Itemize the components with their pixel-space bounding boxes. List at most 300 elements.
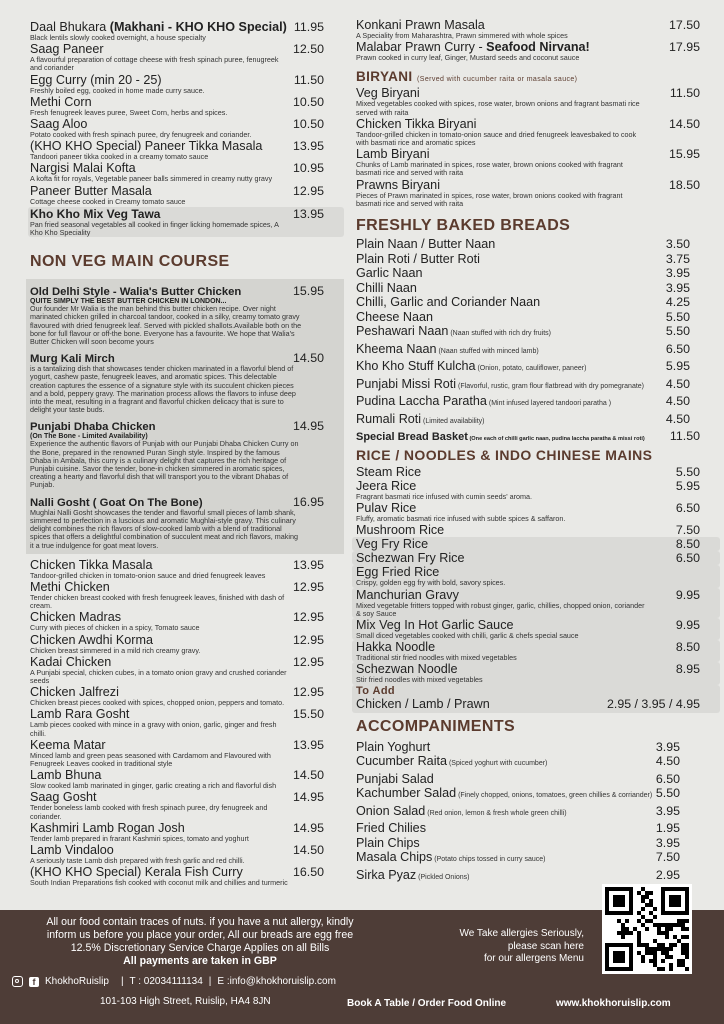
separator: | (208, 976, 212, 987)
qr-module (657, 931, 661, 935)
qr-module (657, 927, 661, 931)
menu-item-lamb-biryani[interactable] (356, 147, 720, 177)
section-title-rice: RICE / NOODLES & INDO CHINESE MAINS (356, 447, 653, 464)
veg-list (30, 20, 344, 206)
item-desc: Mixed vegetable fritters topped with robust ginger, garlic, chillies, chopped onion, coriander & soy Sauce (356, 600, 645, 618)
menu-item-saag-paneer[interactable] (30, 42, 344, 72)
menu-item-plain-naan-butter-naan[interactable] (356, 237, 720, 252)
menu-item-prawns-biryani[interactable] (356, 178, 720, 208)
menu-item-special-bread-basket[interactable] (356, 429, 720, 443)
item-price: 6.50 (675, 551, 700, 566)
qr-module (677, 923, 681, 927)
qr-module (645, 947, 649, 951)
item-desc: Crispy, golden egg fry with bold, savory spices. (356, 578, 506, 588)
qr-module (669, 967, 673, 971)
item-name: Veg Fry Rice (356, 537, 429, 552)
menu-item-punjabi-missi-roti[interactable] (356, 377, 720, 395)
menu-item-paneer-butter-masala[interactable] (30, 184, 344, 206)
item-name: Paneer Butter Masala (30, 183, 152, 198)
qr-module (665, 923, 669, 927)
qr-module (669, 927, 673, 931)
item-name: Kachumber Salad (356, 786, 457, 801)
qr-module (649, 947, 653, 951)
menu-item-steam-rice[interactable] (356, 465, 720, 479)
qr-module (649, 911, 653, 915)
menu-item-mix-veg-in-hot-garlic-sauce[interactable] (352, 618, 720, 640)
item-price: 5.95 (675, 479, 700, 494)
item-name: Methi Chicken (30, 579, 110, 594)
item-desc: Fresh fenugreek leaves puree, Sweet Corn, herbs and spices. (30, 107, 228, 117)
menu-item-kheema-naan[interactable] (356, 342, 720, 360)
item-desc: Fluffy, aromatic basmati rice infused with subtle spices & saffaron. (356, 514, 566, 524)
qr-module (641, 887, 645, 891)
item-price: 13.95 (292, 557, 324, 572)
qr-module (677, 963, 681, 967)
item-name: Mix Veg In Hot Garlic Sauce (356, 618, 514, 633)
item-name: Jeera Rice (356, 479, 417, 494)
menu-item-garlic-naan[interactable] (356, 266, 720, 281)
qr-module (681, 927, 685, 931)
menu-item-rumali-roti[interactable] (356, 412, 720, 430)
item-name: Chicken Tikka Masala (30, 557, 153, 572)
item-price: 9.95 (675, 618, 700, 633)
qr-module (621, 935, 625, 939)
qr-module (685, 919, 689, 923)
qr-module (649, 951, 653, 955)
item-desc: Stir fried noodles with mixed vegetables (356, 675, 483, 685)
menu-item-lamb-bhuna[interactable] (30, 768, 344, 790)
menu-item-nalli-gosht-goat-on-the-bone[interactable] (30, 495, 344, 550)
qr-module (649, 959, 653, 963)
item-desc: A Punjabi special, chicken cubes, in a tomato onion gravy and crushed coriander seeds (30, 667, 287, 685)
item-desc: Freshly boiled egg, cooked in home made curry sauce. (30, 85, 205, 95)
item-price: 11.50 (669, 429, 700, 444)
item-price: 8.50 (675, 537, 700, 552)
social-handle[interactable]: KhokhoRuislip (45, 976, 109, 987)
item-name: Kho Kho Stuff Kulcha (356, 359, 476, 374)
to-add-name: Chicken / Lamb / Prawn (356, 696, 490, 711)
item-name: Peshawari Naan (356, 324, 449, 339)
item-name: Rumali Roti (356, 411, 422, 426)
item-price: 16.95 (292, 494, 324, 509)
qr-module (649, 919, 653, 923)
item-name: Egg Fried Rice (356, 565, 440, 580)
item-name: Plain Chips (356, 835, 420, 850)
item-price: 15.95 (292, 284, 324, 299)
item-name: Masala Chips (356, 850, 433, 865)
item-name: Punjabi Salad (356, 771, 434, 786)
item-desc: South Indian Preparations fish cooked with coconut milk and chillies and turmeric (30, 878, 288, 888)
item-price: 11.50 (669, 86, 700, 101)
qr-module (617, 919, 621, 923)
item-desc: Tandoor-grilled chicken in tomato-onion sauce and dried fenugreek leaves (30, 570, 266, 580)
qr-module (645, 919, 649, 923)
item-name: Pulav Rice (356, 501, 417, 516)
qr-module (613, 895, 625, 907)
item-name: Plain Roti / Butter Roti (356, 251, 480, 266)
menu-item-kadai-chicken[interactable] (30, 655, 344, 685)
item-price: 5.50 (665, 309, 690, 324)
item-desc: Pieces of Prawn marinated in spices, rose water, brown onions cooked with fragrant basmati rice and served with raita (356, 190, 623, 208)
qr-module (681, 963, 685, 967)
item-name: Lamb Biryani (356, 147, 430, 162)
item-price: 4.50 (665, 394, 690, 409)
item-name: Chicken Awdhi Korma (30, 632, 153, 647)
qr-module (685, 955, 689, 959)
qr-module (613, 951, 625, 963)
item-price: 2.95 (655, 867, 680, 882)
item-name: Konkani Prawn Masala (356, 18, 485, 32)
menu-item-onion-salad[interactable] (356, 804, 720, 822)
to-add-price: 2.95 / 3.95 / 4.95 (606, 696, 700, 711)
qr-module (649, 903, 653, 907)
right-column (350, 0, 720, 885)
qr-module (653, 963, 657, 967)
qr-module (685, 967, 689, 971)
menu-item-mushroom-rice[interactable] (356, 523, 720, 537)
service-charge: 12.5% Discretionary Service Charge Applies on all Bills (70, 942, 330, 954)
menu-item-cheese-naan[interactable] (356, 310, 720, 325)
qr-module (649, 899, 653, 903)
menu-item-chicken-madras[interactable] (30, 610, 344, 632)
qr-module (681, 947, 685, 951)
qr-code-image (605, 887, 689, 971)
item-note: (Flavorful, rustic, gram flour flatbread with dry pomegranate) (456, 382, 644, 390)
item-name: Murg Kali Mirch (30, 353, 115, 366)
qr-module (621, 923, 625, 927)
item-desc: Our founder Mr Walia is the man behind this butter chicken recipe. Over night marinated chicken grilled in charcoal tandoor, cooked in a silky, creamy tomato gravy flavoured with dried fenugreek leaf. Served with pickled shallots.Available both on the bone for full flavour or off-the bone. Everyone has a favourite. We hope that Walia's Butter Chicken will soon become yours (30, 304, 302, 347)
book-table-link[interactable]: Book A Table / Order Food Online (347, 998, 507, 1009)
item-note: (Spiced yoghurt with cucumber) (447, 760, 548, 768)
item-price: 3.95 (655, 739, 680, 754)
menu-item-cucumber-raita[interactable] (356, 754, 720, 772)
menu-item-punjabi-dhaba-chicken[interactable] (30, 419, 344, 489)
qr-module (645, 927, 649, 931)
menu-item-plain-yoghurt[interactable] (356, 740, 720, 755)
item-note: (Onion, potato, cauliflower, paneer) (475, 365, 587, 373)
item-price: 6.50 (665, 341, 690, 356)
item-desc: Experience the authentic flavors of Punjab with our Punjabi Dhaba Chicken Curry on the Bone, prepared in the renowned Puran Singh style. Inspired by the famous Dhaba in Ambala, this curry is a culinary delight that captures the rich heritage of Punjabi cuisine. Savor the tender, bone-in chicken simmered in aromatic spices, creating a hearty and flavorful dish that will transport you to the vibrant Dhabas of Punjab. (30, 439, 299, 490)
item-name: Saag Gosht (30, 790, 97, 805)
item-price: 12.95 (292, 579, 324, 594)
item-price: 4.25 (665, 295, 690, 310)
item-note: (One each of chilli garlic naan, pudina laccha paratha & missi roti) (467, 436, 645, 443)
qr-module (621, 931, 625, 935)
item-price: 3.75 (665, 251, 690, 266)
allergens-line-3: for our allergens Menu (483, 953, 584, 964)
qr-module (685, 947, 689, 951)
item-price: 12.50 (292, 42, 324, 57)
menu-item-saag-aloo[interactable] (30, 117, 344, 139)
menu-item-schezwan-fry-rice[interactable] (352, 551, 720, 565)
section-biryani (356, 68, 720, 86)
qr-module (669, 943, 673, 947)
menu-item-kachumber-salad[interactable] (356, 786, 720, 804)
allergy-notice (20, 916, 380, 968)
item-desc: A kofta fit for royals, Vegetable paneer balls simmered in creamy nutty gravy (30, 174, 273, 184)
item-price: 14.50 (668, 116, 700, 131)
menu-item-fried-chilies[interactable] (356, 821, 720, 836)
item-name: Lamb Rara Gosht (30, 707, 130, 722)
item-desc: A Speciality from Maharashtra, Prawn simmered with whole spices (356, 31, 568, 40)
menu-item-lamb-rara-gosht[interactable] (30, 707, 344, 737)
qr-code[interactable] (602, 884, 692, 974)
menu-item-murg-kali-mirch[interactable] (30, 351, 344, 414)
item-name: Old Delhi Style - Walia's Butter Chicken (30, 286, 242, 299)
item-desc: Tandoor-grilled chicken in tomato-onion sauce and dried fenugreek leavesbaked to cook with basmati rice and aromatic spices (356, 129, 637, 148)
menu-item-manchurian-gravy[interactable] (352, 588, 720, 618)
menu-item-plain-roti-butter-roti[interactable] (356, 252, 720, 267)
qr-module (665, 955, 669, 959)
item-price: 17.50 (668, 18, 700, 32)
item-price: 14.50 (292, 768, 324, 783)
item-name: Kho Kho Mix Veg Tawa (30, 206, 161, 221)
menu-item-kashmiri-lamb-rogan-josh[interactable] (30, 821, 344, 843)
qr-module (657, 947, 661, 951)
item-name: Punjabi Missi Roti (356, 376, 457, 391)
item-price: 12.95 (292, 632, 324, 647)
qr-module (637, 891, 641, 895)
item-desc: Tender boneless lamb cooked with fresh spinach puree, dry fenugreek and coriander. (30, 803, 268, 821)
non-veg-list (30, 558, 344, 888)
item-price: 1.95 (655, 821, 680, 836)
item-name: Mushroom Rice (356, 523, 445, 538)
menu-item-daal-bhukara-makhani-kho-kho-special[interactable] (30, 20, 344, 42)
menu-item-chicken-tikka-biryani[interactable] (356, 117, 720, 147)
qr-module (685, 935, 689, 939)
qr-module (673, 935, 677, 939)
qr-module (641, 955, 645, 959)
menu-item-sirka-pyaz[interactable] (356, 868, 720, 886)
menu-item-chicken-tikka-masala[interactable] (30, 558, 344, 580)
rice-list (356, 465, 720, 685)
section-title-biryani: BIRYANI (356, 69, 413, 85)
item-name: Schezwan Fry Rice (356, 551, 465, 566)
qr-module (637, 943, 641, 947)
item-price: 5.50 (665, 324, 690, 339)
item-name: Plain Naan / Butter Naan (356, 237, 496, 252)
item-name: Nargisi Malai Kofta (30, 161, 136, 176)
contact-line (12, 976, 336, 987)
item-desc: Curry with pieces of chicken in a spicy, Tomato sauce (30, 623, 200, 633)
item-price: 10.50 (292, 94, 324, 109)
qr-module (673, 943, 677, 947)
item-price: 5.95 (665, 359, 690, 374)
email[interactable]: E :info@khokhoruislip.com (217, 976, 336, 987)
qr-module (653, 939, 657, 943)
left-column (0, 0, 344, 887)
item-price: 3.95 (655, 835, 680, 850)
qr-module (621, 927, 625, 931)
qr-module (637, 919, 641, 923)
instagram-icon[interactable] (12, 976, 23, 987)
item-price: 3.50 (665, 237, 690, 252)
featured-dishes (26, 279, 344, 553)
qr-module (673, 923, 677, 927)
item-name: Saag Aloo (30, 117, 88, 132)
to-add-block (352, 685, 720, 713)
qr-module (657, 943, 661, 947)
item-price: 13.95 (292, 206, 324, 221)
item-name: Pudina Laccha Paratha (356, 394, 487, 409)
item-name: Lamb Vindaloo (30, 842, 114, 857)
breads-list (356, 237, 720, 429)
address: 101-103 High Street, Ruislip, HA4 8JN (100, 996, 271, 1007)
menu-item-methi-corn[interactable] (30, 95, 344, 117)
allergens-line-2: please scan here (507, 940, 584, 952)
item-note: (Finely chopped, onions, tomatoes, green chillies & corriander) (456, 792, 653, 800)
menu-item-kho-kho-special-kerala-fish-curry[interactable] (30, 865, 344, 887)
item-name: Kadai Chicken (30, 654, 112, 669)
biryani-note: (Served with cucumber raita or masala sauce) (417, 76, 578, 84)
menu-item-lamb-vindaloo[interactable] (30, 843, 344, 865)
item-name-highlight: Seafood Nirvana! (486, 40, 590, 55)
item-desc: Chunks of Lamb marinated in spices, rose water, brown onions cooked with fragrant basmati rice and served with raita (356, 160, 623, 178)
menu-item-egg-fried-rice[interactable] (352, 565, 720, 587)
menu-item-schezwan-noodle[interactable] (352, 662, 720, 684)
qr-module (681, 935, 685, 939)
qr-module (641, 915, 645, 919)
menu-item-konkani-prawn-masala[interactable] (356, 18, 720, 40)
item-name: Steam Rice (356, 465, 422, 480)
item-name: Veg Biryani (356, 86, 420, 101)
menu-item-nargisi-malai-kofta[interactable] (30, 161, 344, 183)
qr-module (681, 951, 685, 955)
item-name: Plain Yoghurt (356, 739, 431, 754)
qr-module (661, 951, 665, 955)
item-desc: Chicken breast pieces cooked with spices, chopped onion, peppers and tomato. (30, 698, 285, 708)
item-desc: Mughlai Nalli Gosht showcases the tender and flavorful small pieces of lamb shank, simmered to perfection in a luscious and aromatic Mughlai-style gravy. This culinary delight combines the rich flavors of slow-cooked lamb with a blend of traditional spices that offers a delightful combination of succulent meat and rich flavors, making it a true indulgence for goat meat lovers. (30, 507, 298, 550)
item-price: 5.50 (675, 465, 700, 480)
qr-module (653, 915, 657, 919)
website-link[interactable]: www.khokhoruislip.com (556, 998, 671, 1009)
item-desc: Fragrant basmati rice infused with cumin seeds' aroma. (356, 492, 532, 502)
qr-module (657, 923, 661, 927)
qr-module (637, 939, 641, 943)
qr-module (677, 919, 681, 923)
menu-item-kho-kho-mix-veg-tawa[interactable] (28, 207, 344, 237)
qr-module (617, 931, 621, 935)
menu-item-jeera-rice[interactable] (356, 479, 720, 501)
menu-item-keema-matar[interactable] (30, 738, 344, 768)
item-name: Special Bread Basket (356, 431, 468, 444)
item-price: 9.95 (675, 587, 700, 602)
qr-module (681, 923, 685, 927)
qr-module (645, 891, 649, 895)
menu-item-egg-curry-min-20-25[interactable] (30, 73, 344, 95)
item-name: Punjabi Dhaba Chicken (30, 421, 156, 434)
menu-item-chicken-jalfrezi[interactable] (30, 685, 344, 707)
item-price: 17.95 (668, 40, 700, 55)
qr-module (641, 907, 645, 911)
qr-module (645, 903, 649, 907)
item-price: 4.50 (655, 754, 680, 769)
qr-module (645, 943, 649, 947)
qr-module (653, 951, 657, 955)
menu-item-peshawari-naan[interactable] (356, 324, 720, 342)
facebook-icon[interactable]: f (29, 977, 39, 987)
item-price: 12.95 (292, 685, 324, 700)
item-desc: Prawn cooked in curry leaf, Ginger, Mustard seeds and coconut sauce (356, 53, 580, 63)
qr-module (625, 919, 629, 923)
item-desc: Tender chicken breast cooked with fresh fenugreek leaves, finished with dash of cream. (30, 592, 285, 611)
item-price: 8.95 (675, 662, 700, 677)
menu-item-saag-gosht[interactable] (30, 790, 344, 820)
menu-item-chilli-naan[interactable] (356, 281, 720, 296)
menu-item-old-delhi-style-walia-s-butter-chicken[interactable] (30, 284, 344, 346)
phone[interactable]: T : 02034111134 (129, 976, 203, 987)
menu-item-methi-chicken[interactable] (30, 580, 344, 610)
qr-module (645, 895, 649, 899)
menu-item-plain-chips[interactable] (356, 836, 720, 851)
item-name: Chicken Tikka Biryani (356, 116, 477, 131)
qr-module (661, 947, 665, 951)
item-name: Saag Paneer (30, 42, 104, 57)
item-desc: Minced lamb and green peas seasoned with Cardamom and Flavoured with Fenugreek Leaves cooked in traditional style (30, 750, 271, 768)
item-name: Onion Salad (356, 803, 426, 818)
item-price: 12.95 (292, 183, 324, 198)
menu-item-punjabi-salad[interactable] (356, 772, 720, 787)
item-price: 10.50 (292, 117, 324, 132)
item-price: 13.95 (292, 139, 324, 154)
menu-item-kho-kho-stuff-kulcha[interactable] (356, 359, 720, 377)
qr-module (669, 923, 673, 927)
qr-module (669, 955, 673, 959)
item-desc: Traditional stir fried noodles with mixed vegetables (356, 653, 517, 663)
menu-item-hakka-noodle[interactable] (352, 640, 720, 662)
qr-module (681, 943, 685, 947)
item-note: (Limited availability) (421, 417, 485, 425)
qr-module (641, 959, 645, 963)
item-price: 15.50 (292, 707, 324, 722)
qr-module (669, 947, 673, 951)
qr-module (653, 959, 657, 963)
menu-item-chicken-awdhi-korma[interactable] (30, 633, 344, 655)
qr-module (661, 967, 665, 971)
item-price: 4.50 (665, 376, 690, 391)
item-price: 12.95 (292, 610, 324, 625)
menu-item-veg-fry-rice[interactable] (352, 537, 720, 551)
qr-module (637, 931, 641, 935)
menu-item-pudina-laccha-paratha[interactable] (356, 394, 720, 412)
menu-item-kho-kho-special-paneer-tikka-masala[interactable] (30, 139, 344, 161)
item-price: 14.95 (292, 790, 324, 805)
qr-module (677, 959, 681, 963)
menu-item-pulav-rice[interactable] (356, 501, 720, 523)
item-desc: Mixed vegetables cooked with spices, rose water, brown onions and fragrant basmati rice served with raita (356, 99, 640, 117)
qr-module (653, 947, 657, 951)
menu-item-chilli-garlic-and-coriander-naan[interactable] (356, 295, 720, 310)
menu-item-malabar-prawn-curry-seafood-nirvana[interactable] (356, 40, 720, 62)
item-price: 13.95 (292, 737, 324, 752)
qr-module (665, 931, 669, 935)
item-desc: Chicken breast simmered in a mild rich creamy gravy. (30, 645, 201, 655)
item-name: (KHO KHO Special) Kerala Fish Curry (30, 865, 243, 880)
item-name: (KHO KHO Special) Paneer Tikka Masala (30, 139, 263, 154)
item-desc: Small diced vegetables cooked with chilli, garlic & chefs special sauce (356, 631, 579, 641)
item-subtitle: (On The Bone - Limited Availability) (30, 433, 148, 441)
item-note: (Pickled Onions) (416, 873, 470, 881)
qr-module (657, 967, 661, 971)
item-name: Cucumber Raita (356, 754, 447, 769)
qr-module (677, 939, 681, 943)
item-name: Hakka Noodle (356, 640, 436, 655)
menu-item-masala-chips[interactable] (356, 850, 720, 868)
menu-item-veg-biryani[interactable] (356, 86, 720, 116)
qr-module (681, 919, 685, 923)
item-note: (Mint infused layered tandoori paratha ) (486, 400, 612, 408)
qr-module (641, 923, 645, 927)
